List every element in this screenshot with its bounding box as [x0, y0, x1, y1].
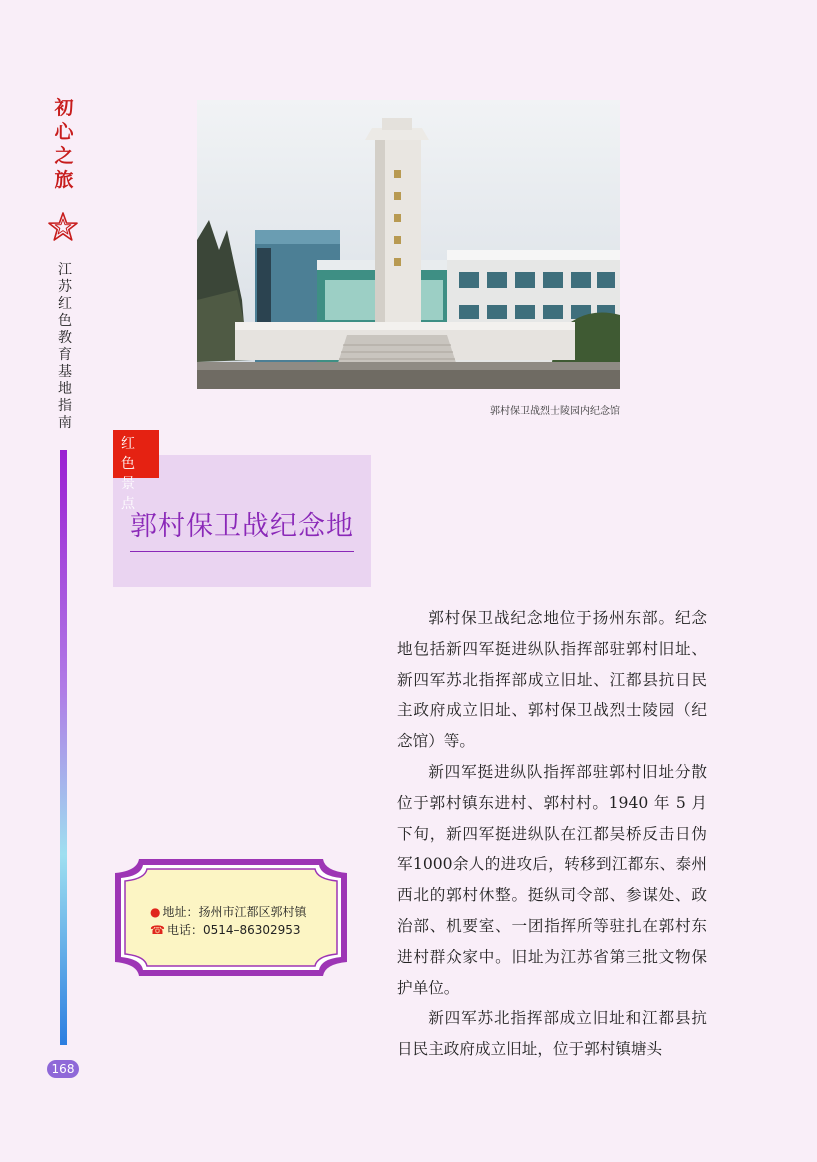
- body-text: [397, 603, 707, 1065]
- paragraph: 新四军苏北指挥部成立旧址和江都县抗日民主政府成立旧址，位于郭村镇塘头: [397, 1009, 707, 1059]
- guide-title-char: 育: [58, 347, 72, 363]
- guide-title-char: 地: [58, 381, 72, 397]
- series-title-char: 初: [54, 97, 74, 119]
- phone-line: [150, 921, 301, 938]
- star-outline-icon: [47, 211, 79, 243]
- side-gradient-bar: [60, 450, 67, 1045]
- guide-title-char: 南: [58, 415, 72, 431]
- page-title: 郭村保卫战纪念地: [130, 511, 354, 542]
- series-title: [50, 96, 78, 192]
- map-pin-icon: ●: [150, 905, 161, 919]
- page-number: 168: [47, 1060, 79, 1078]
- guide-title-char: 苏: [58, 279, 72, 295]
- guide-title-char: 江: [58, 262, 72, 278]
- paragraph: 郭村保卫战纪念地位于扬州东部。纪念地包括新四军挺进纵队指挥部驻郭村旧址、新四军苏北指挥部成立旧址、江都县抗日民主政府成立旧址、郭村保卫战烈士陵园（纪念馆）等。: [397, 609, 707, 751]
- guide-title-char: 红: [58, 296, 72, 312]
- phone-icon: ☎: [150, 923, 165, 937]
- tag-line: 红色: [121, 436, 141, 472]
- series-title-char: 之: [54, 145, 74, 167]
- series-title-char: 旅: [54, 169, 74, 191]
- guide-title-char: 基: [58, 364, 72, 380]
- memorial-photo: [197, 100, 620, 389]
- paragraph: 新四军挺进纵队指挥部驻郭村旧址分散位于郭村镇东进村、郭村村。1940 年 5 月下旬，新四军挺进纵队在江都吴桥反击日伪军1000余人的进攻后，转移到江都东、泰州西北的郭村休整。挺纵司令部、参谋处、政治部、机要室、一团指挥所等驻扎在郭村东进村群众家中。旧址为江苏省第三批文物保护单位。: [397, 762, 707, 997]
- photo-caption: 郭村保卫战烈士陵园内纪念馆: [490, 406, 620, 417]
- guide-title-char: 指: [58, 398, 72, 414]
- address-text: 地址：扬州市江都区郭村镇: [162, 905, 307, 919]
- guide-title: [55, 262, 75, 432]
- phone-text: 电话：0514–86302953: [166, 923, 301, 937]
- guide-title-char: 教: [58, 330, 72, 346]
- guide-title-char: 色: [58, 313, 72, 329]
- red-spot-tag: [113, 430, 159, 512]
- title-divider: [130, 551, 354, 552]
- tag-line: 景点: [121, 476, 141, 512]
- series-title-char: 心: [54, 121, 74, 143]
- address-line: [150, 903, 307, 920]
